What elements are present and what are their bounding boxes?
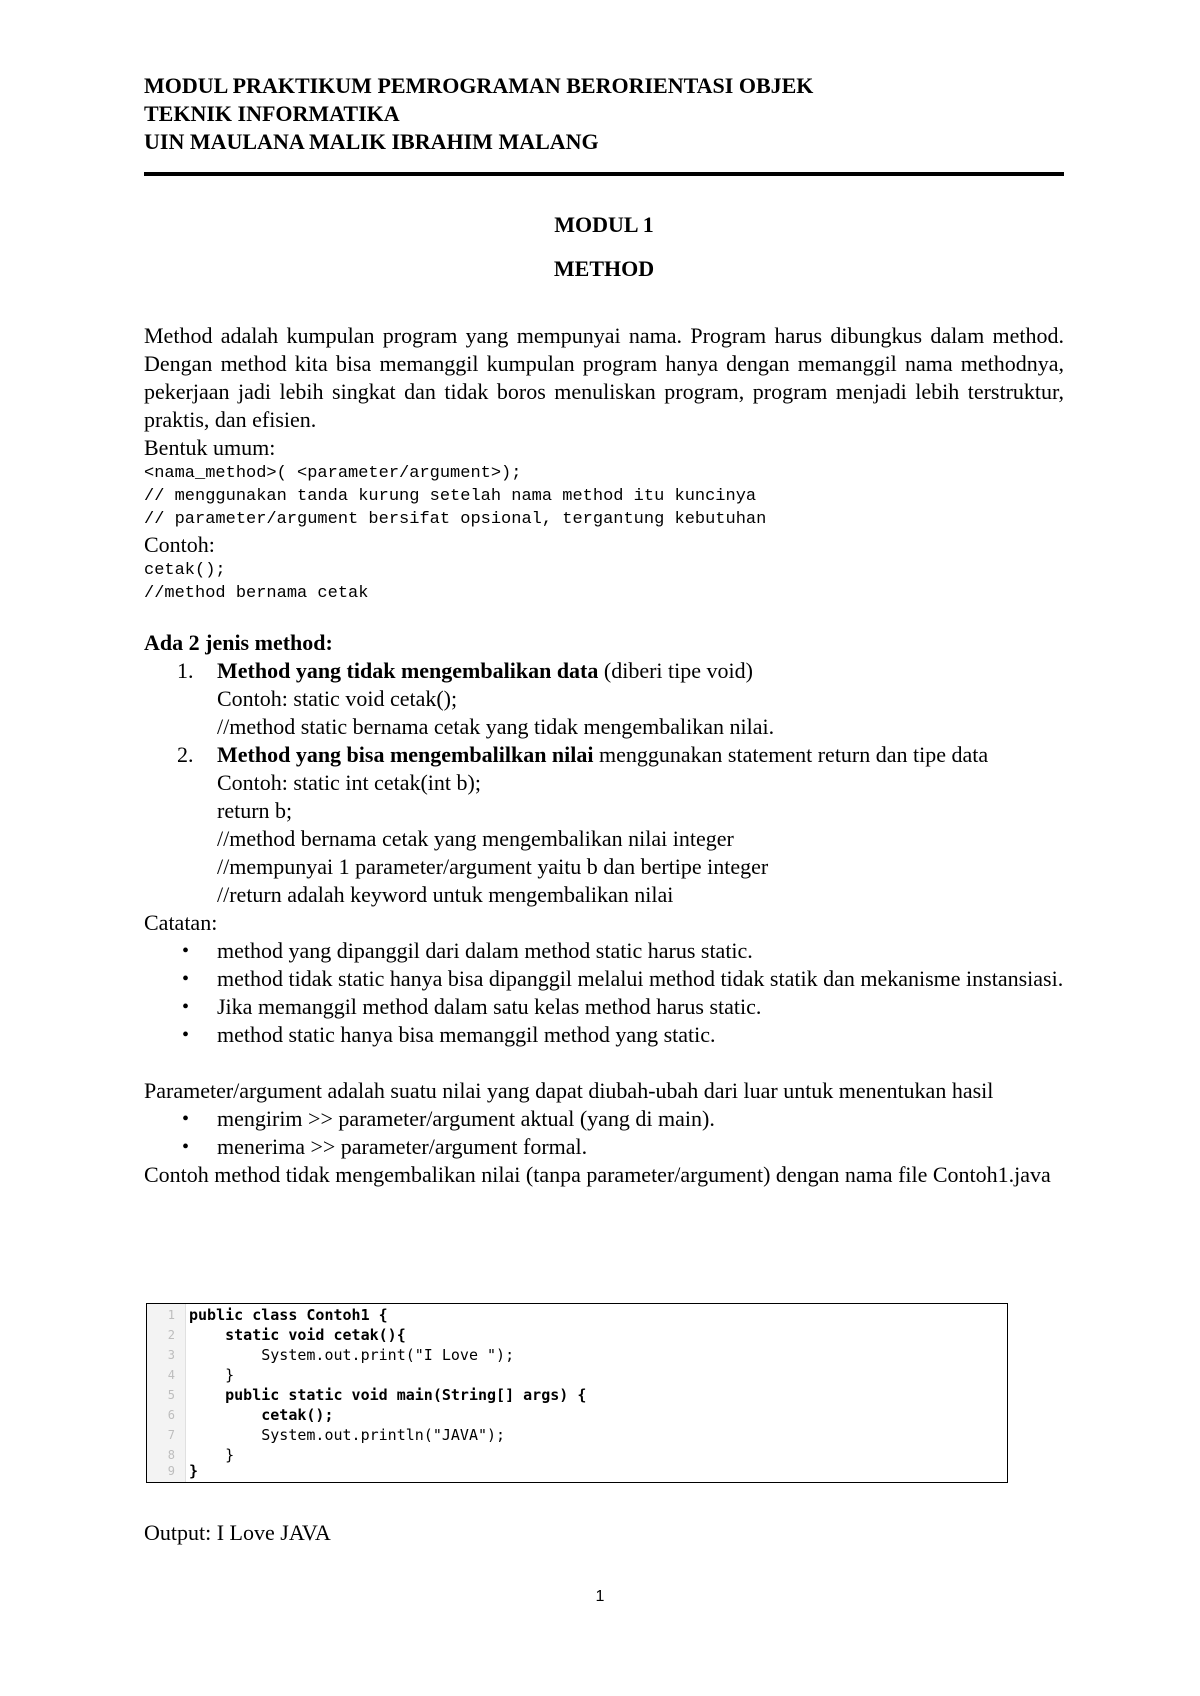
list-sub-line: Contoh: static void cetak(); [217, 686, 458, 711]
intro-paragraph: Method adalah kumpulan program yang mempunyai nama. Program harus dibungkus dalam method. Dengan method kita bisa memanggil kumpulan program hanya dengan memanggil nama methodnya, pekerjaan jadi lebih singkat dan tidak boros menuliskan program, program menjadi lebih terstruktur, praktis, dan efisien. [144, 323, 1064, 432]
code-comment-line: // menggunakan tanda kurung setelah nama method itu kuncinya [144, 487, 757, 506]
header-university: UIN MAULANA MALIK IBRAHIM MALANG [144, 129, 599, 154]
line-number: 6 [167, 1408, 175, 1422]
contoh-file-paragraph: Contoh method tidak mengembalikan nilai (tanpa parameter/argument) dengan nama file Contoh1.java [144, 1162, 1051, 1187]
list-item-text: method tidak static hanya bisa dipanggil melalui method tidak statik dan mekanisme instansiasi. [217, 966, 1064, 991]
list-item-text: (diberi tipe void) [598, 658, 753, 683]
list-sub-line: //mempunyai 1 parameter/argument yaitu b dan bertipe integer [217, 854, 769, 879]
list-item-text: method yang dipanggil dari dalam method static harus static. [217, 938, 753, 963]
code-text: public class Contoh1 { [189, 1306, 388, 1324]
list-sub-line: return b; [217, 798, 293, 823]
line-number: 7 [167, 1428, 175, 1442]
list-item [144, 993, 1064, 1021]
list-sub-line: //method static bernama cetak yang tidak mengembalikan nilai. [217, 714, 775, 739]
code-listing [146, 1303, 1008, 1483]
bullet-icon: • [182, 1136, 190, 1158]
code-line [147, 1461, 1007, 1481]
module-title: METHOD [553, 256, 655, 281]
list-sub-line: //method bernama cetak yang mengembalikan nilai integer [217, 826, 734, 851]
list-sub-line: //return adalah keyword untuk mengembalikan nilai [217, 882, 674, 907]
list-number: 1. [177, 658, 194, 683]
line-number: 1 [167, 1308, 175, 1322]
list-item-text: menggunakan statement return dan tipe data [593, 742, 989, 767]
header-divider [144, 172, 1064, 176]
code-comment-line: // parameter/argument bersifat opsional, tergantung kebutuhan [144, 510, 767, 529]
code-syntax-line: <nama_method>( <parameter/argument>); [144, 464, 522, 483]
jenis-method-heading: Ada 2 jenis method: [144, 630, 333, 655]
list-item-text: menerima >> parameter/argument formal. [217, 1134, 588, 1159]
contoh-label: Contoh: [144, 532, 215, 557]
code-line [147, 1405, 1007, 1425]
bentuk-umum-label: Bentuk umum: [144, 435, 276, 460]
catatan-list [144, 937, 1064, 1049]
code-line [147, 1385, 1007, 1405]
line-number: 9 [167, 1464, 175, 1478]
bullet-icon: • [182, 940, 190, 962]
list-item-text: Jika memanggil method dalam satu kelas method harus static. [217, 994, 762, 1019]
list-sub-line: Contoh: static int cetak(int b); [217, 770, 481, 795]
line-number: 4 [167, 1368, 175, 1382]
list-item [144, 937, 1064, 965]
code-text: } [189, 1462, 199, 1480]
code-text: } [189, 1446, 235, 1464]
list-number: 2. [177, 742, 194, 767]
code-line [147, 1345, 1007, 1365]
list-item-bold: Method yang tidak mengembalikan data [217, 658, 599, 683]
bullet-icon: • [182, 1024, 190, 1046]
page-number: 1 [595, 1588, 605, 1605]
line-number: 8 [167, 1448, 175, 1462]
line-number: 2 [167, 1328, 175, 1342]
list-item-bold: Method yang bisa mengembalilkan nilai [217, 742, 594, 767]
list-item [144, 741, 1064, 909]
parameter-paragraph: Parameter/argument adalah suatu nilai yang dapat diubah-ubah dari luar untuk menentukan hasil [144, 1078, 994, 1103]
list-item-text: mengirim >> parameter/argument aktual (yang di main). [217, 1106, 715, 1131]
code-comment-line: //method bernama cetak [144, 584, 369, 603]
parameter-list [144, 1105, 1064, 1161]
module-number: MODUL 1 [554, 212, 654, 237]
output-text: Output: I Love JAVA [144, 1520, 331, 1545]
code-text: public static void main(String[] args) { [189, 1386, 587, 1404]
document-body [144, 322, 1064, 1189]
bullet-icon: • [182, 968, 190, 990]
code-line [147, 1305, 1007, 1325]
code-line [147, 1365, 1007, 1385]
code-text: System.out.println("JAVA"); [189, 1426, 506, 1444]
header-department: TEKNIK INFORMATIKA [144, 101, 400, 126]
list-item [144, 965, 1064, 993]
code-line [147, 1325, 1007, 1345]
code-line [147, 1425, 1007, 1445]
list-item [144, 1105, 1064, 1133]
catatan-label: Catatan: [144, 910, 218, 935]
list-item [144, 1021, 1064, 1049]
bullet-icon: • [182, 1108, 190, 1130]
code-example-line: cetak(); [144, 561, 226, 580]
code-text: } [189, 1366, 235, 1384]
code-text: cetak(); [189, 1406, 334, 1424]
code-text: System.out.print("I Love "); [189, 1346, 515, 1364]
header-course-title: MODUL PRAKTIKUM PEMROGRAMAN BERORIENTASI OBJEK [144, 73, 814, 98]
list-item [144, 1133, 1064, 1161]
bullet-icon: • [182, 996, 190, 1018]
line-number: 3 [167, 1348, 175, 1362]
code-text: static void cetak(){ [189, 1326, 406, 1344]
list-item [144, 657, 1064, 741]
document-header [144, 72, 1064, 156]
list-item-text: method static hanya bisa memanggil method yang static. [217, 1022, 716, 1047]
line-number: 5 [167, 1388, 175, 1402]
jenis-method-list [144, 657, 1064, 909]
